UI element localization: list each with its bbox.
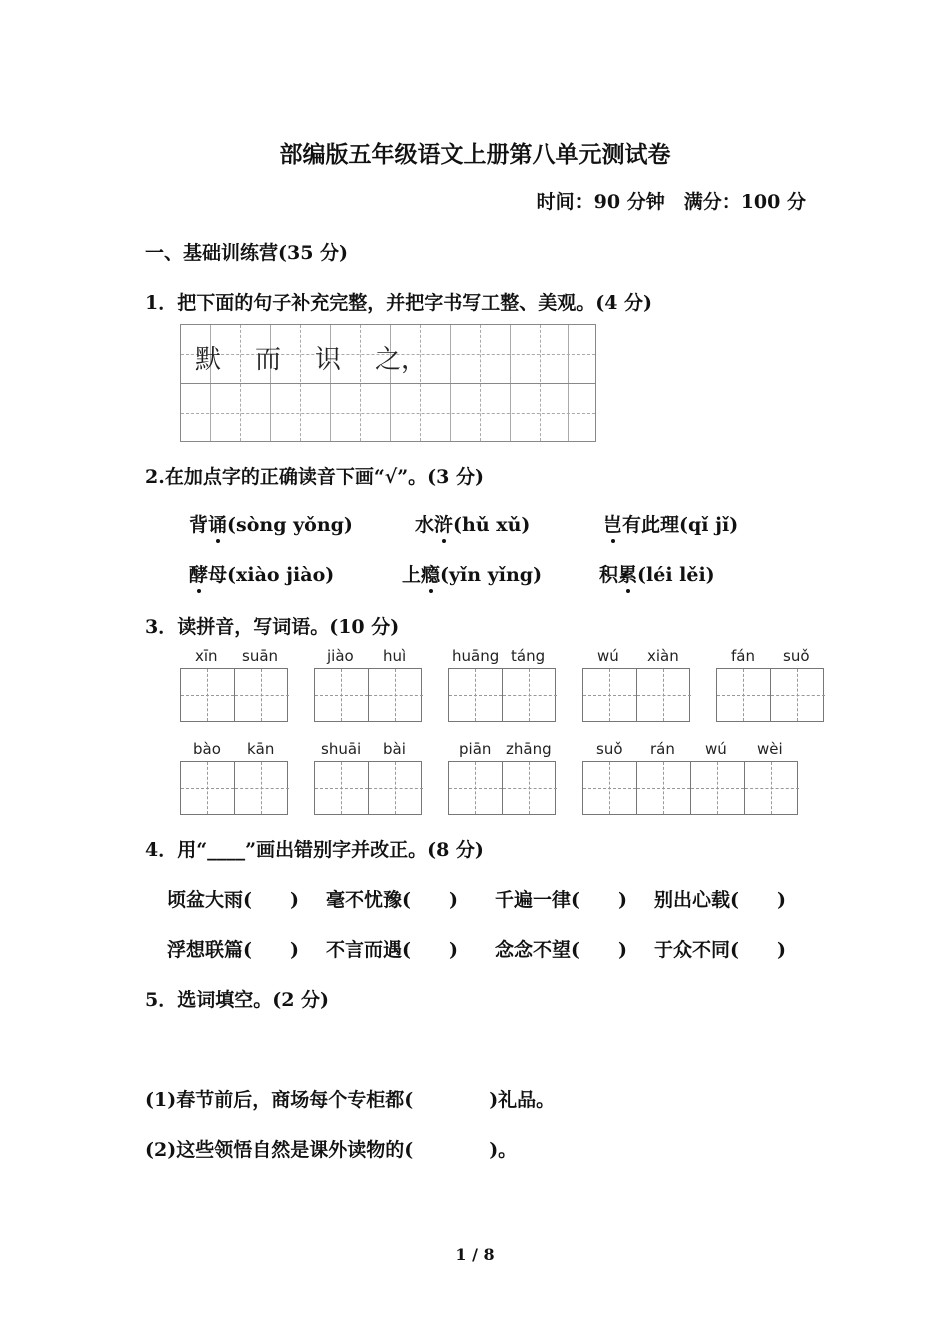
question-1-prompt: 1．把下面的句子补充完整，并把字书写工整、美观。(4 分)	[145, 292, 653, 314]
typo-item[interactable]: 顷盆大雨( )	[167, 889, 299, 911]
pinyin-label: huāng	[452, 647, 500, 665]
fill-blank-sentence[interactable]: (1)春节前后，商场每个专柜都( )礼品。	[145, 1089, 556, 1111]
tianzige-box[interactable]	[448, 668, 556, 722]
tianzige-box[interactable]	[314, 761, 422, 815]
pinyin-label: xiàn	[647, 647, 679, 665]
prefilled-char: 之，	[375, 345, 428, 375]
fill-blank-sentence[interactable]: (2)这些领悟自然是课外读物的( )。	[145, 1139, 518, 1161]
typo-item[interactable]: 千遍一律( )	[495, 889, 627, 911]
tianzige-box[interactable]	[582, 668, 690, 722]
prefilled-char: 默	[195, 345, 222, 375]
tianzige-box[interactable]	[582, 761, 798, 815]
pinyin-label: kān	[247, 740, 275, 758]
pinyin-label: shuāi	[321, 740, 362, 758]
question-3-prompt: 3．读拼音，写词语。(10 分)	[145, 616, 400, 638]
pinyin-label: jiào	[327, 647, 354, 665]
pinyin-label: zhāng	[506, 740, 552, 758]
page-title: 部编版五年级语文上册第八单元测试卷	[279, 141, 671, 168]
pinyin-label: suǒ	[596, 740, 623, 758]
typo-item[interactable]: 浮想联篇( )	[167, 939, 299, 961]
reading-item: 上瘾(yǐn yǐng)	[402, 560, 542, 587]
reading-item: 水浒(hǔ xǔ)	[415, 510, 530, 537]
reading-item: 酵母(xiào jiào)	[189, 560, 334, 587]
pinyin-label: xīn	[195, 647, 218, 665]
reading-item: 背诵(sòng yǒng)	[189, 510, 353, 537]
writing-grid[interactable]	[180, 324, 596, 442]
pinyin-label: wèi	[757, 740, 783, 758]
pinyin-options[interactable]: (xiào jiào)	[227, 564, 335, 586]
reading-item: 积累(léi lěi)	[599, 560, 715, 587]
pinyin-options[interactable]: (léi lěi)	[637, 564, 715, 586]
tianzige-box[interactable]	[180, 668, 288, 722]
pinyin-options[interactable]: (qǐ jǐ)	[679, 514, 739, 536]
page-number: 1 / 8	[455, 1245, 495, 1264]
typo-item[interactable]: 毫不忧豫( )	[326, 889, 458, 911]
pinyin-label: rán	[650, 740, 675, 758]
typo-item[interactable]: 念念不望( )	[495, 939, 627, 961]
prefilled-char: 而	[255, 345, 282, 375]
question-2-prompt: 2.在加点字的正确读音下画“√”。(3 分)	[145, 466, 484, 488]
pinyin-label: bài	[383, 740, 406, 758]
pinyin-label: suǒ	[783, 647, 810, 665]
tianzige-box[interactable]	[716, 668, 824, 722]
pinyin-label: táng	[511, 647, 546, 665]
typo-item[interactable]: 不言而遇( )	[326, 939, 458, 961]
prefilled-char: 识	[315, 345, 342, 375]
typo-item[interactable]: 别出心载( )	[654, 889, 786, 911]
pinyin-label: wú	[597, 647, 619, 665]
pinyin-options[interactable]: (sòng yǒng)	[227, 514, 353, 536]
section-heading: 一、基础训练营(35 分)	[145, 242, 349, 264]
pinyin-label: bào	[193, 740, 221, 758]
pinyin-label: wú	[705, 740, 727, 758]
pinyin-label: huì	[383, 647, 407, 665]
exam-meta: 时间：90 分钟 满分：100 分	[536, 191, 806, 213]
typo-item[interactable]: 于众不同( )	[654, 939, 786, 961]
pinyin-label: piān	[459, 740, 492, 758]
pinyin-options[interactable]: (hǔ xǔ)	[453, 514, 531, 536]
tianzige-box[interactable]	[314, 668, 422, 722]
pinyin-label: fán	[731, 647, 755, 665]
tianzige-box[interactable]	[448, 761, 556, 815]
tianzige-box[interactable]	[180, 761, 288, 815]
pinyin-label: suān	[242, 647, 279, 665]
pinyin-options[interactable]: (yǐn yǐng)	[440, 564, 543, 586]
question-5-prompt: 5．选词填空。(2 分)	[145, 989, 330, 1011]
question-4-prompt: 4．用“____”画出错别字并改正。(8 分)	[145, 839, 484, 861]
reading-item: 岂有此理(qǐ jǐ)	[603, 510, 738, 537]
